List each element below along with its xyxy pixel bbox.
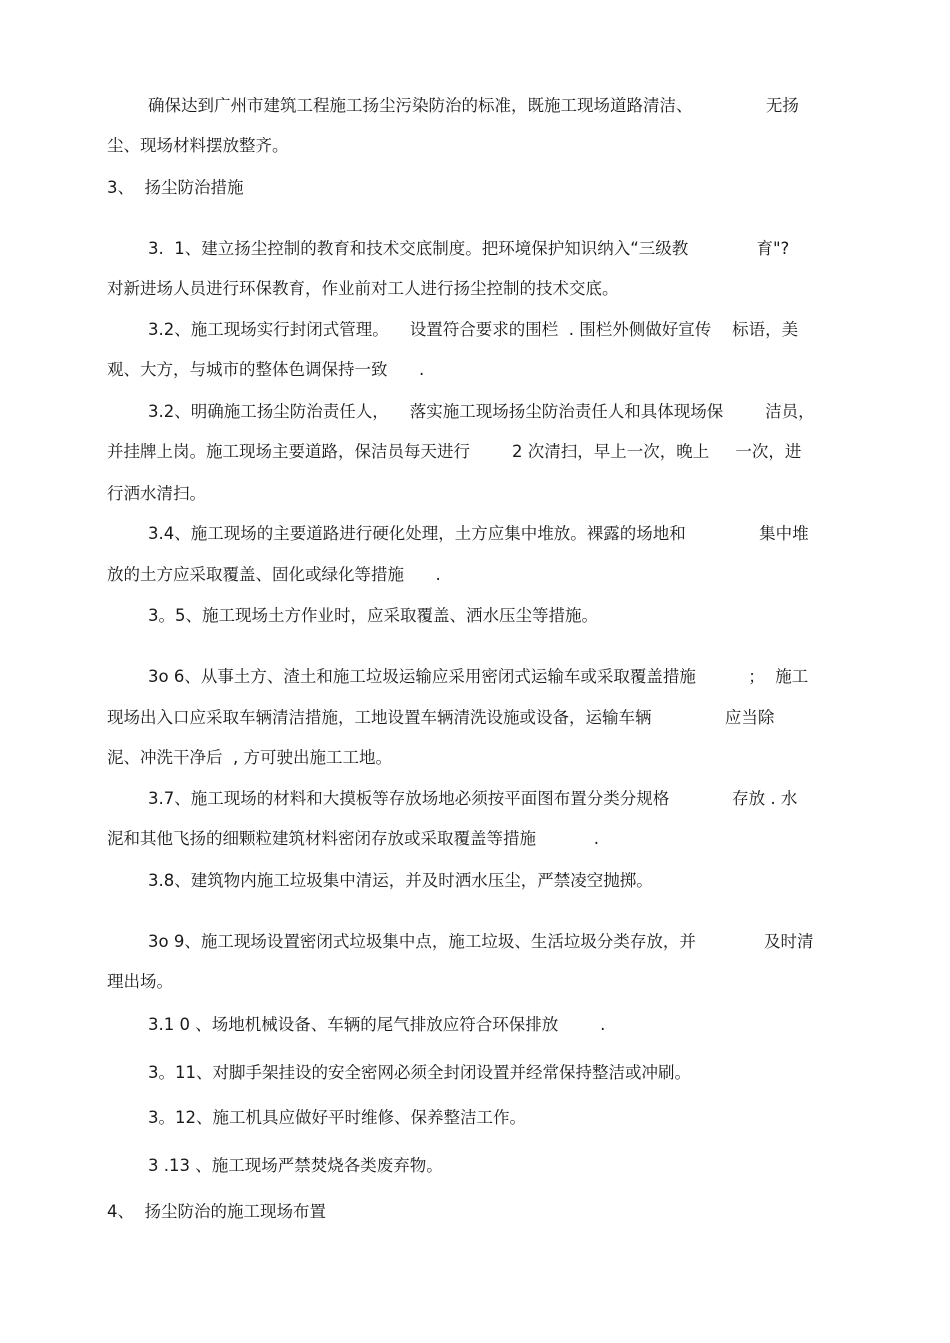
section-heading: 3、 扬尘防治措施: [107, 178, 244, 197]
paragraph-line: 3。5、施工现场土方作业时，应采取覆盖、洒水压尘等措施。: [148, 606, 598, 625]
paragraph-line: 泥、冲洗干净后 , 方可驶出施工工地。: [107, 748, 392, 767]
paragraph-line: 3.7、施工现场的材料和大摸板等存放场地必须按平面图布置分类分规格 存放 . 水: [148, 789, 798, 808]
paragraph-line: 3.4、施工现场的主要道路进行硬化处理，土方应集中堆放。裸露的场地和 集中堆: [148, 524, 809, 543]
paragraph-line: 行洒水清扫。: [107, 484, 206, 503]
paragraph-line: 观、大方，与城市的整体色调保持一致 .: [107, 360, 425, 379]
paragraph-line: 3. 1、建立扬尘控制的教育和技术交底制度。把环境保护知识纳入“三级教 育"?: [148, 239, 790, 258]
section-heading: 4、 扬尘防治的施工现场布置: [107, 1202, 326, 1221]
paragraph-line: 并挂牌上岗。施工现场主要道路，保洁员每天进行 2 次清扫，早上一次，晚上 一次，进: [107, 442, 802, 461]
paragraph-line: 理出场。: [107, 972, 173, 991]
paragraph-line: 3.1 0 、场地机械设备、车辆的尾气排放应符合环保排放 .: [148, 1015, 606, 1034]
paragraph-line: 放的土方应采取覆盖、固化或绿化等措施 .: [107, 565, 441, 584]
paragraph-line: 3.8、建筑物内施工垃圾集中清运，并及时洒水压尘，严禁凌空抛掷。: [148, 871, 653, 890]
paragraph-line: 3 .13 、施工现场严禁焚烧各类废弃物。: [148, 1156, 443, 1175]
paragraph-line: 3o 6、从事土方、渣土和施工垃圾运输应采用密闭式运输车或采取覆盖措施 ； 施工: [148, 667, 809, 686]
paragraph-line: 3。11、对脚手架挂设的安全密网必须全封闭设置并经常保持整洁或冲刷。: [148, 1063, 691, 1082]
paragraph-line: 确保达到广州市建筑工程施工扬尘污染防治的标准，既施工现场道路清洁、 无扬: [148, 96, 799, 115]
paragraph-line: 对新进场人员进行环保教育，作业前对工人进行扬尘控制的技术交底。: [107, 279, 619, 298]
paragraph-line: 3.2、施工现场实行封闭式管理。 设置符合要求的围栏 . 围栏外侧做好宣传 标语，美: [148, 320, 799, 339]
paragraph-line: 尘、现场材料摆放整齐。: [107, 136, 289, 155]
paragraph-line: 泥和其他飞扬的细颗粒建筑材料密闭存放或采取覆盖等措施 .: [107, 829, 599, 848]
paragraph-line: 3.2、明确施工扬尘防治责任人， 落实施工现场扬尘防治责任人和具体现场保 洁员，: [148, 402, 815, 421]
paragraph-line: 3o 9、施工现场设置密闭式垃圾集中点，施工垃圾、生活垃圾分类存放，并 及时清: [148, 932, 814, 951]
paragraph-line: 3。12、施工机具应做好平时维修、保养整洁工作。: [148, 1108, 526, 1127]
paragraph-line: 现场出入口应采取车辆清洁措施，工地设置车辆清洗设施或设备，运输车辆 应当除: [107, 708, 775, 727]
